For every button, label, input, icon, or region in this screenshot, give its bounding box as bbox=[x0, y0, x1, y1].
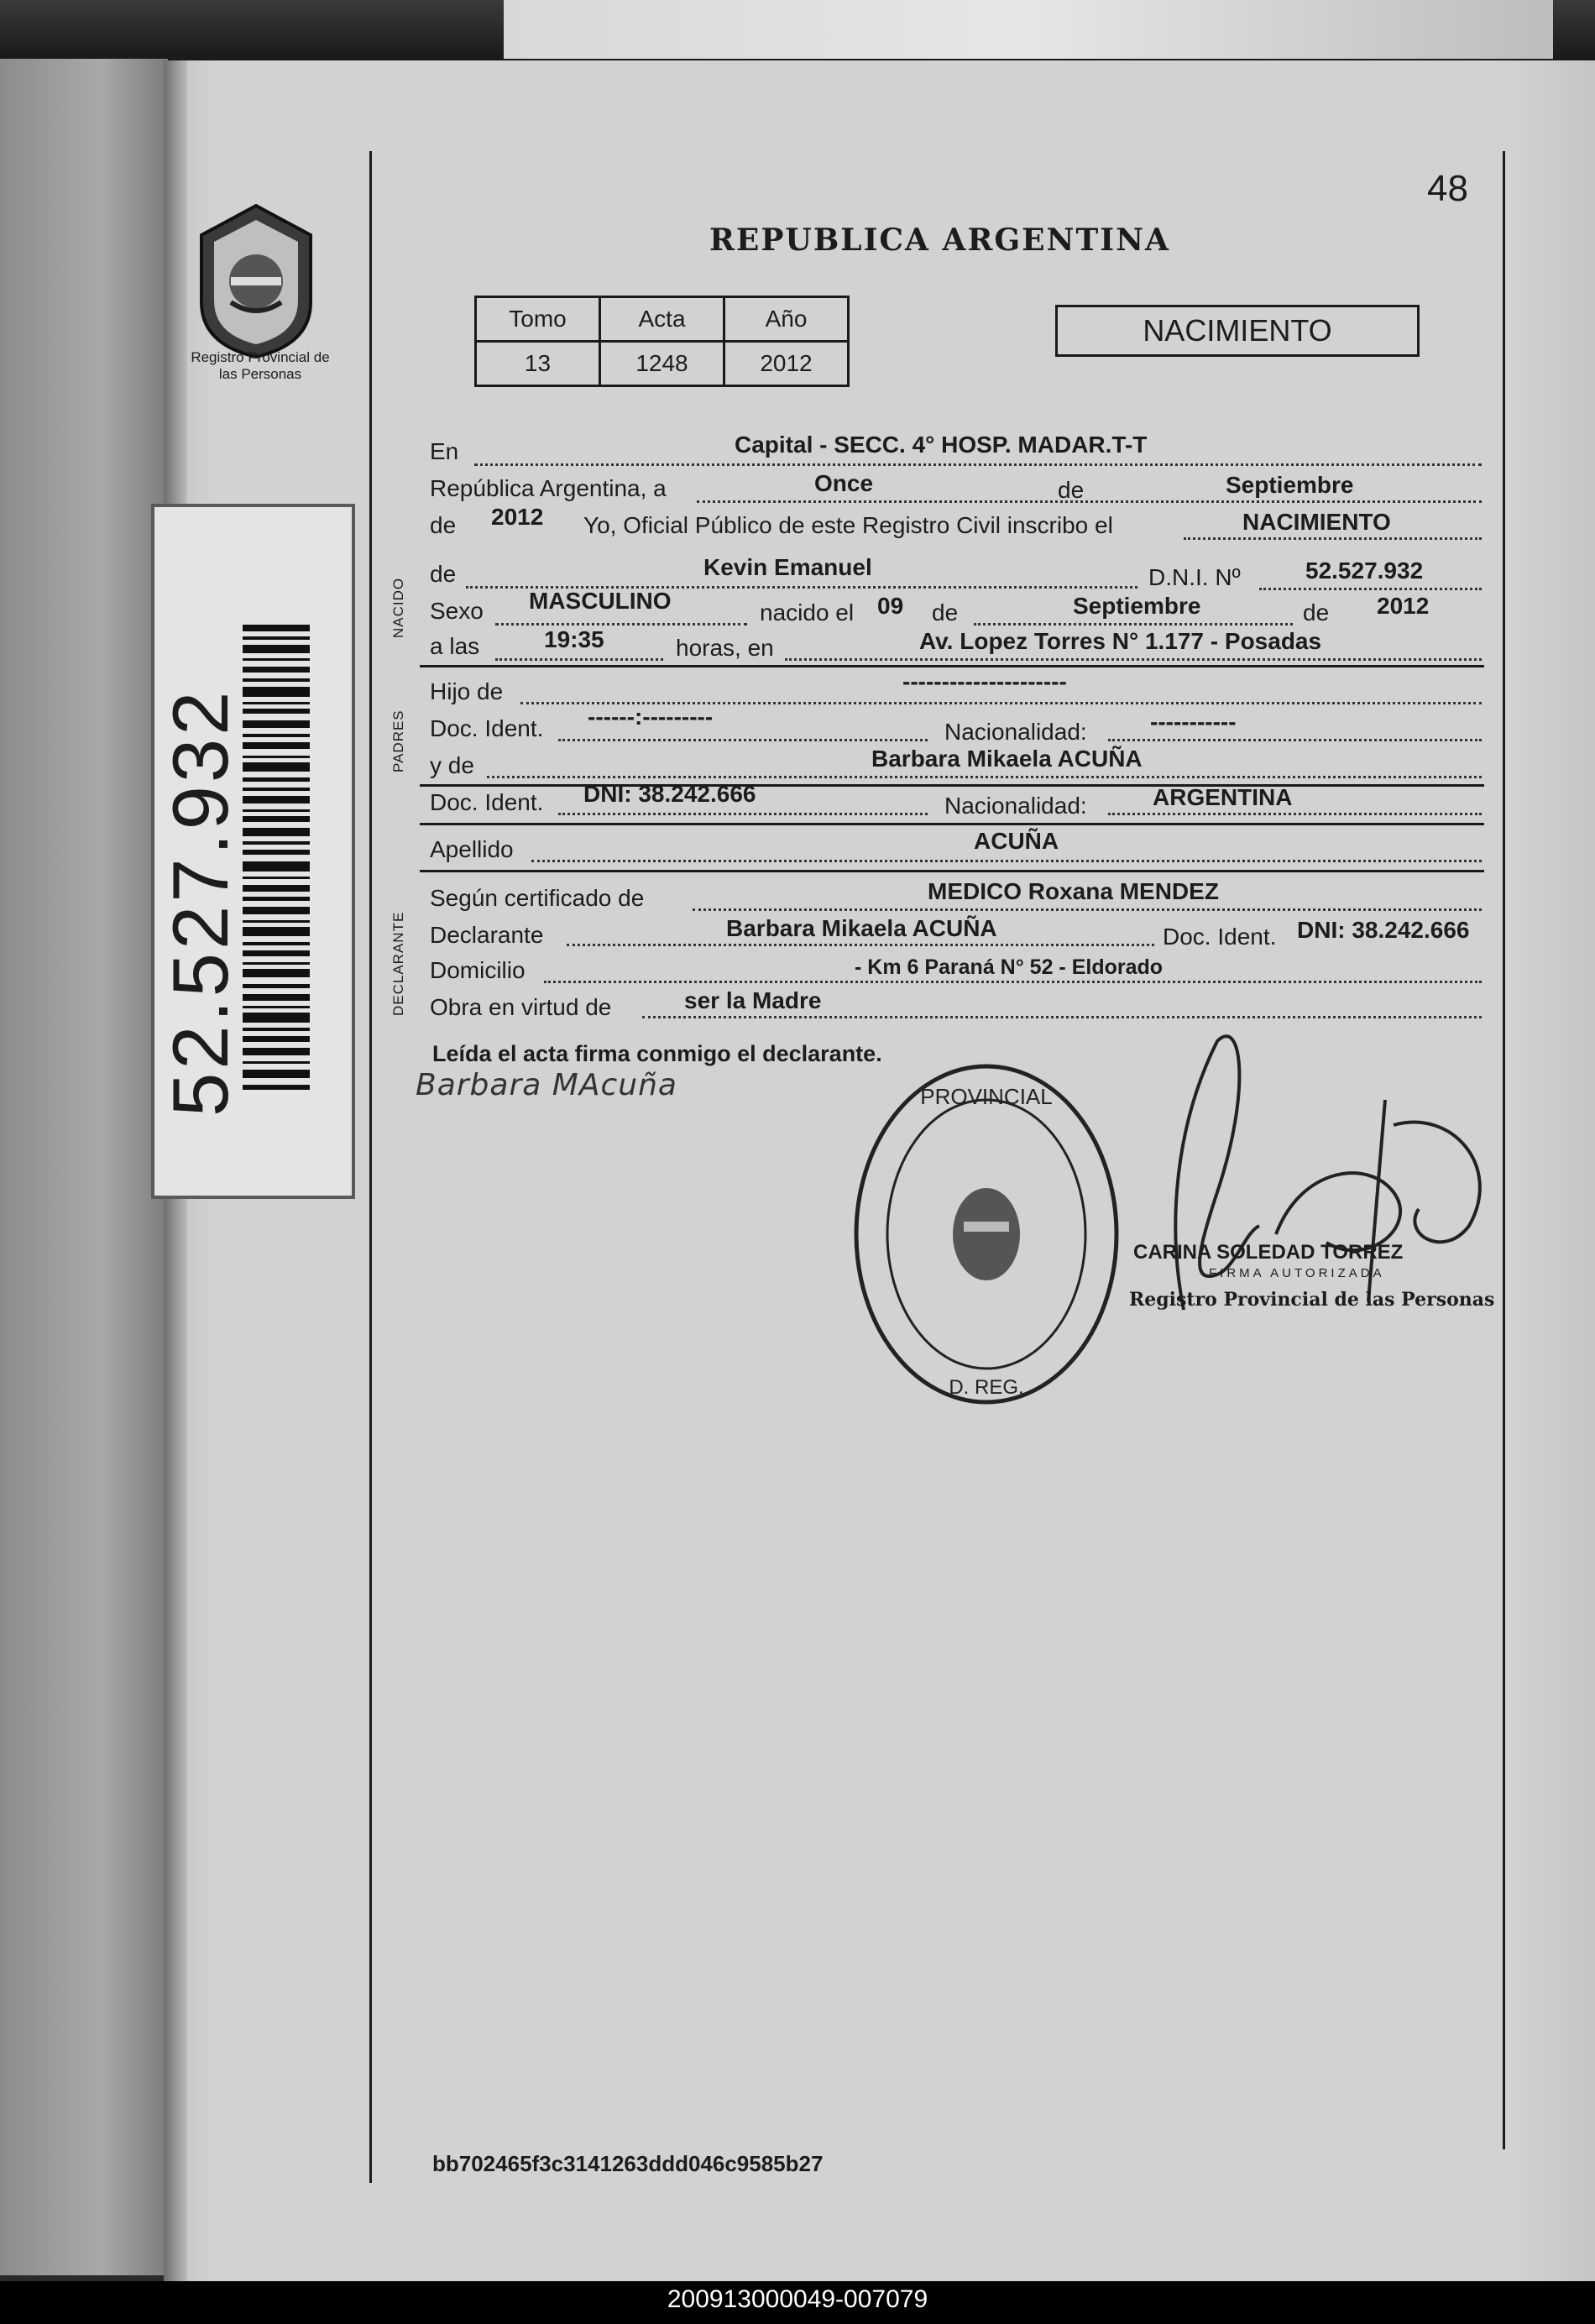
scan-top-background bbox=[0, 0, 1595, 67]
barcode-number: 52.527.932 bbox=[156, 688, 244, 1117]
birth-month: Septiembre bbox=[1073, 593, 1201, 619]
nac1-label: Nacionalidad: bbox=[944, 719, 1087, 745]
registry-caption: Registro Provincial de las Personas bbox=[191, 349, 330, 382]
sexo-dots bbox=[495, 623, 747, 625]
acta-header: Acta bbox=[600, 297, 724, 342]
facing-page bbox=[0, 59, 168, 2275]
tomo-value: 13 bbox=[476, 342, 600, 386]
acta-value: 1248 bbox=[600, 342, 724, 386]
official-organization: Registro Provincial de las Personas bbox=[1129, 1289, 1495, 1311]
doc2-label: Doc. Ident. bbox=[430, 789, 544, 815]
sexo-value: MASCULINO bbox=[529, 588, 672, 614]
document-title: REPUBLICA ARGENTINA bbox=[709, 222, 1170, 258]
apellido-separator bbox=[420, 870, 1484, 872]
official-text: Yo, Oficial Público de este Registro Civil inscribo el bbox=[583, 512, 1113, 538]
event-dots bbox=[1184, 537, 1482, 540]
birth-place: Av. Lopez Torres N° 1.177 - Posadas bbox=[919, 628, 1322, 654]
republica-label: República Argentina, a bbox=[430, 475, 667, 501]
birth-time: 19:35 bbox=[544, 626, 604, 652]
name-value: Kevin Emanuel bbox=[703, 554, 872, 580]
de-year-label: de bbox=[430, 512, 457, 538]
cert-value: MEDICO Roxana MENDEZ bbox=[928, 878, 1219, 904]
document-type-box: NACIMIENTO bbox=[1055, 305, 1420, 357]
padres-mid-separator bbox=[420, 784, 1484, 787]
side-label-declarante: DECLARANTE bbox=[390, 911, 406, 1016]
svg-text:PROVINCIAL: PROVINCIAL bbox=[920, 1084, 1053, 1109]
ano-header: Año bbox=[724, 297, 849, 342]
apellido-label: Apellido bbox=[430, 836, 514, 862]
domicilio-label: Domicilio bbox=[430, 957, 526, 983]
ano-value: 2012 bbox=[724, 342, 849, 386]
svg-text:D. REG.: D. REG. bbox=[949, 1376, 1024, 1399]
nacido-separator bbox=[420, 665, 1484, 667]
nac2-label: Nacionalidad: bbox=[944, 793, 1087, 819]
padres-separator bbox=[420, 823, 1484, 825]
mother-name: Barbara Mikaela ACUÑA bbox=[871, 746, 1143, 772]
nac2-dots bbox=[1108, 813, 1482, 815]
doc2-dots bbox=[558, 813, 928, 815]
apellido-value: ACUÑA bbox=[974, 828, 1059, 854]
tomo-acta-table bbox=[474, 296, 850, 387]
en-dots bbox=[474, 463, 1482, 466]
page-number: 48 bbox=[1427, 168, 1468, 209]
sexo-label: Sexo bbox=[430, 598, 484, 624]
declarante-label: Declarante bbox=[430, 922, 544, 948]
en-label: En bbox=[430, 438, 459, 464]
birth-de-label: de bbox=[932, 599, 959, 625]
hijo-label: Hijo de bbox=[430, 678, 504, 704]
birth-day: 09 bbox=[877, 593, 904, 619]
day-word: Once bbox=[814, 470, 874, 496]
footer-code: 200913000049-007079 bbox=[667, 2285, 928, 2313]
dni-label: D.N.I. Nº bbox=[1148, 564, 1241, 590]
hijo-value: --------------------- bbox=[902, 668, 1067, 694]
cert-dots bbox=[693, 908, 1482, 911]
en-value: Capital - SECC. 4° HOSP. MADAR.T-T bbox=[735, 432, 1148, 458]
side-label-nacido: NACIDO bbox=[390, 577, 406, 638]
right-margin-line bbox=[1503, 151, 1505, 2149]
declarante-value: Barbara Mikaela ACUÑA bbox=[726, 915, 997, 941]
nac1-value: ----------- bbox=[1150, 709, 1237, 735]
official-subtitle: FIRMA AUTORIZADA bbox=[1209, 1266, 1385, 1280]
domicilio-value: - Km 6 Paraná N° 52 - Eldorado bbox=[855, 955, 1164, 979]
year-value: 2012 bbox=[491, 504, 544, 530]
province-seal-logo bbox=[193, 202, 319, 361]
dni-dots bbox=[1259, 588, 1482, 590]
official-name: CARINA SOLEDAD TORREZ bbox=[1133, 1241, 1404, 1264]
tomo-header: Tomo bbox=[476, 297, 600, 342]
birth-de2-label: de bbox=[1303, 599, 1330, 625]
name-label: de bbox=[430, 561, 457, 587]
left-margin-line bbox=[369, 151, 372, 2183]
doc1-dots bbox=[558, 739, 928, 741]
apellido-dots bbox=[531, 860, 1482, 862]
side-label-padres: PADRES bbox=[390, 709, 406, 772]
nac1-dots bbox=[1108, 739, 1482, 741]
a-las-label: a las bbox=[430, 633, 480, 659]
official-stamp bbox=[848, 1058, 1125, 1411]
time-dots bbox=[495, 658, 663, 661]
de-label: de bbox=[1058, 477, 1085, 503]
event-value: NACIMIENTO bbox=[1242, 509, 1391, 535]
yde-label: y de bbox=[430, 752, 474, 778]
declarant-signature: Barbara MAcuña bbox=[416, 1068, 677, 1102]
domicilio-dots bbox=[544, 981, 1482, 983]
mother-dots bbox=[487, 776, 1482, 778]
obra-dots bbox=[642, 1016, 1482, 1018]
decl-doc-value: DNI: 38.242.666 bbox=[1297, 917, 1470, 943]
place-dots bbox=[785, 658, 1482, 661]
republica-dots bbox=[697, 500, 1482, 503]
document-hash: bb702465f3c3141263ddd046c9585b27 bbox=[432, 2151, 824, 2176]
doc2-value: DNI: 38.242.666 bbox=[583, 781, 756, 807]
barcode-bars bbox=[243, 625, 310, 1095]
dni-value: 52.527.932 bbox=[1305, 557, 1424, 584]
declarante-dots bbox=[567, 944, 1154, 946]
obra-value: ser la Madre bbox=[684, 987, 822, 1013]
doc1-value: ------:--------- bbox=[588, 704, 714, 730]
birth-month-dots bbox=[974, 623, 1293, 625]
nac2-value: ARGENTINA bbox=[1153, 784, 1293, 810]
birth-year: 2012 bbox=[1377, 593, 1430, 619]
cert-label: Según certificado de bbox=[430, 885, 645, 911]
horas-label: horas, en bbox=[676, 635, 774, 661]
decl-doc-label: Doc. Ident. bbox=[1163, 924, 1277, 950]
month-word: Septiembre bbox=[1226, 472, 1354, 498]
doc1-label: Doc. Ident. bbox=[430, 715, 544, 741]
closing-text: Leída el acta firma conmigo el declarante. bbox=[432, 1041, 882, 1066]
nacido-label: nacido el bbox=[760, 599, 855, 625]
obra-label: Obra en virtud de bbox=[430, 994, 612, 1020]
